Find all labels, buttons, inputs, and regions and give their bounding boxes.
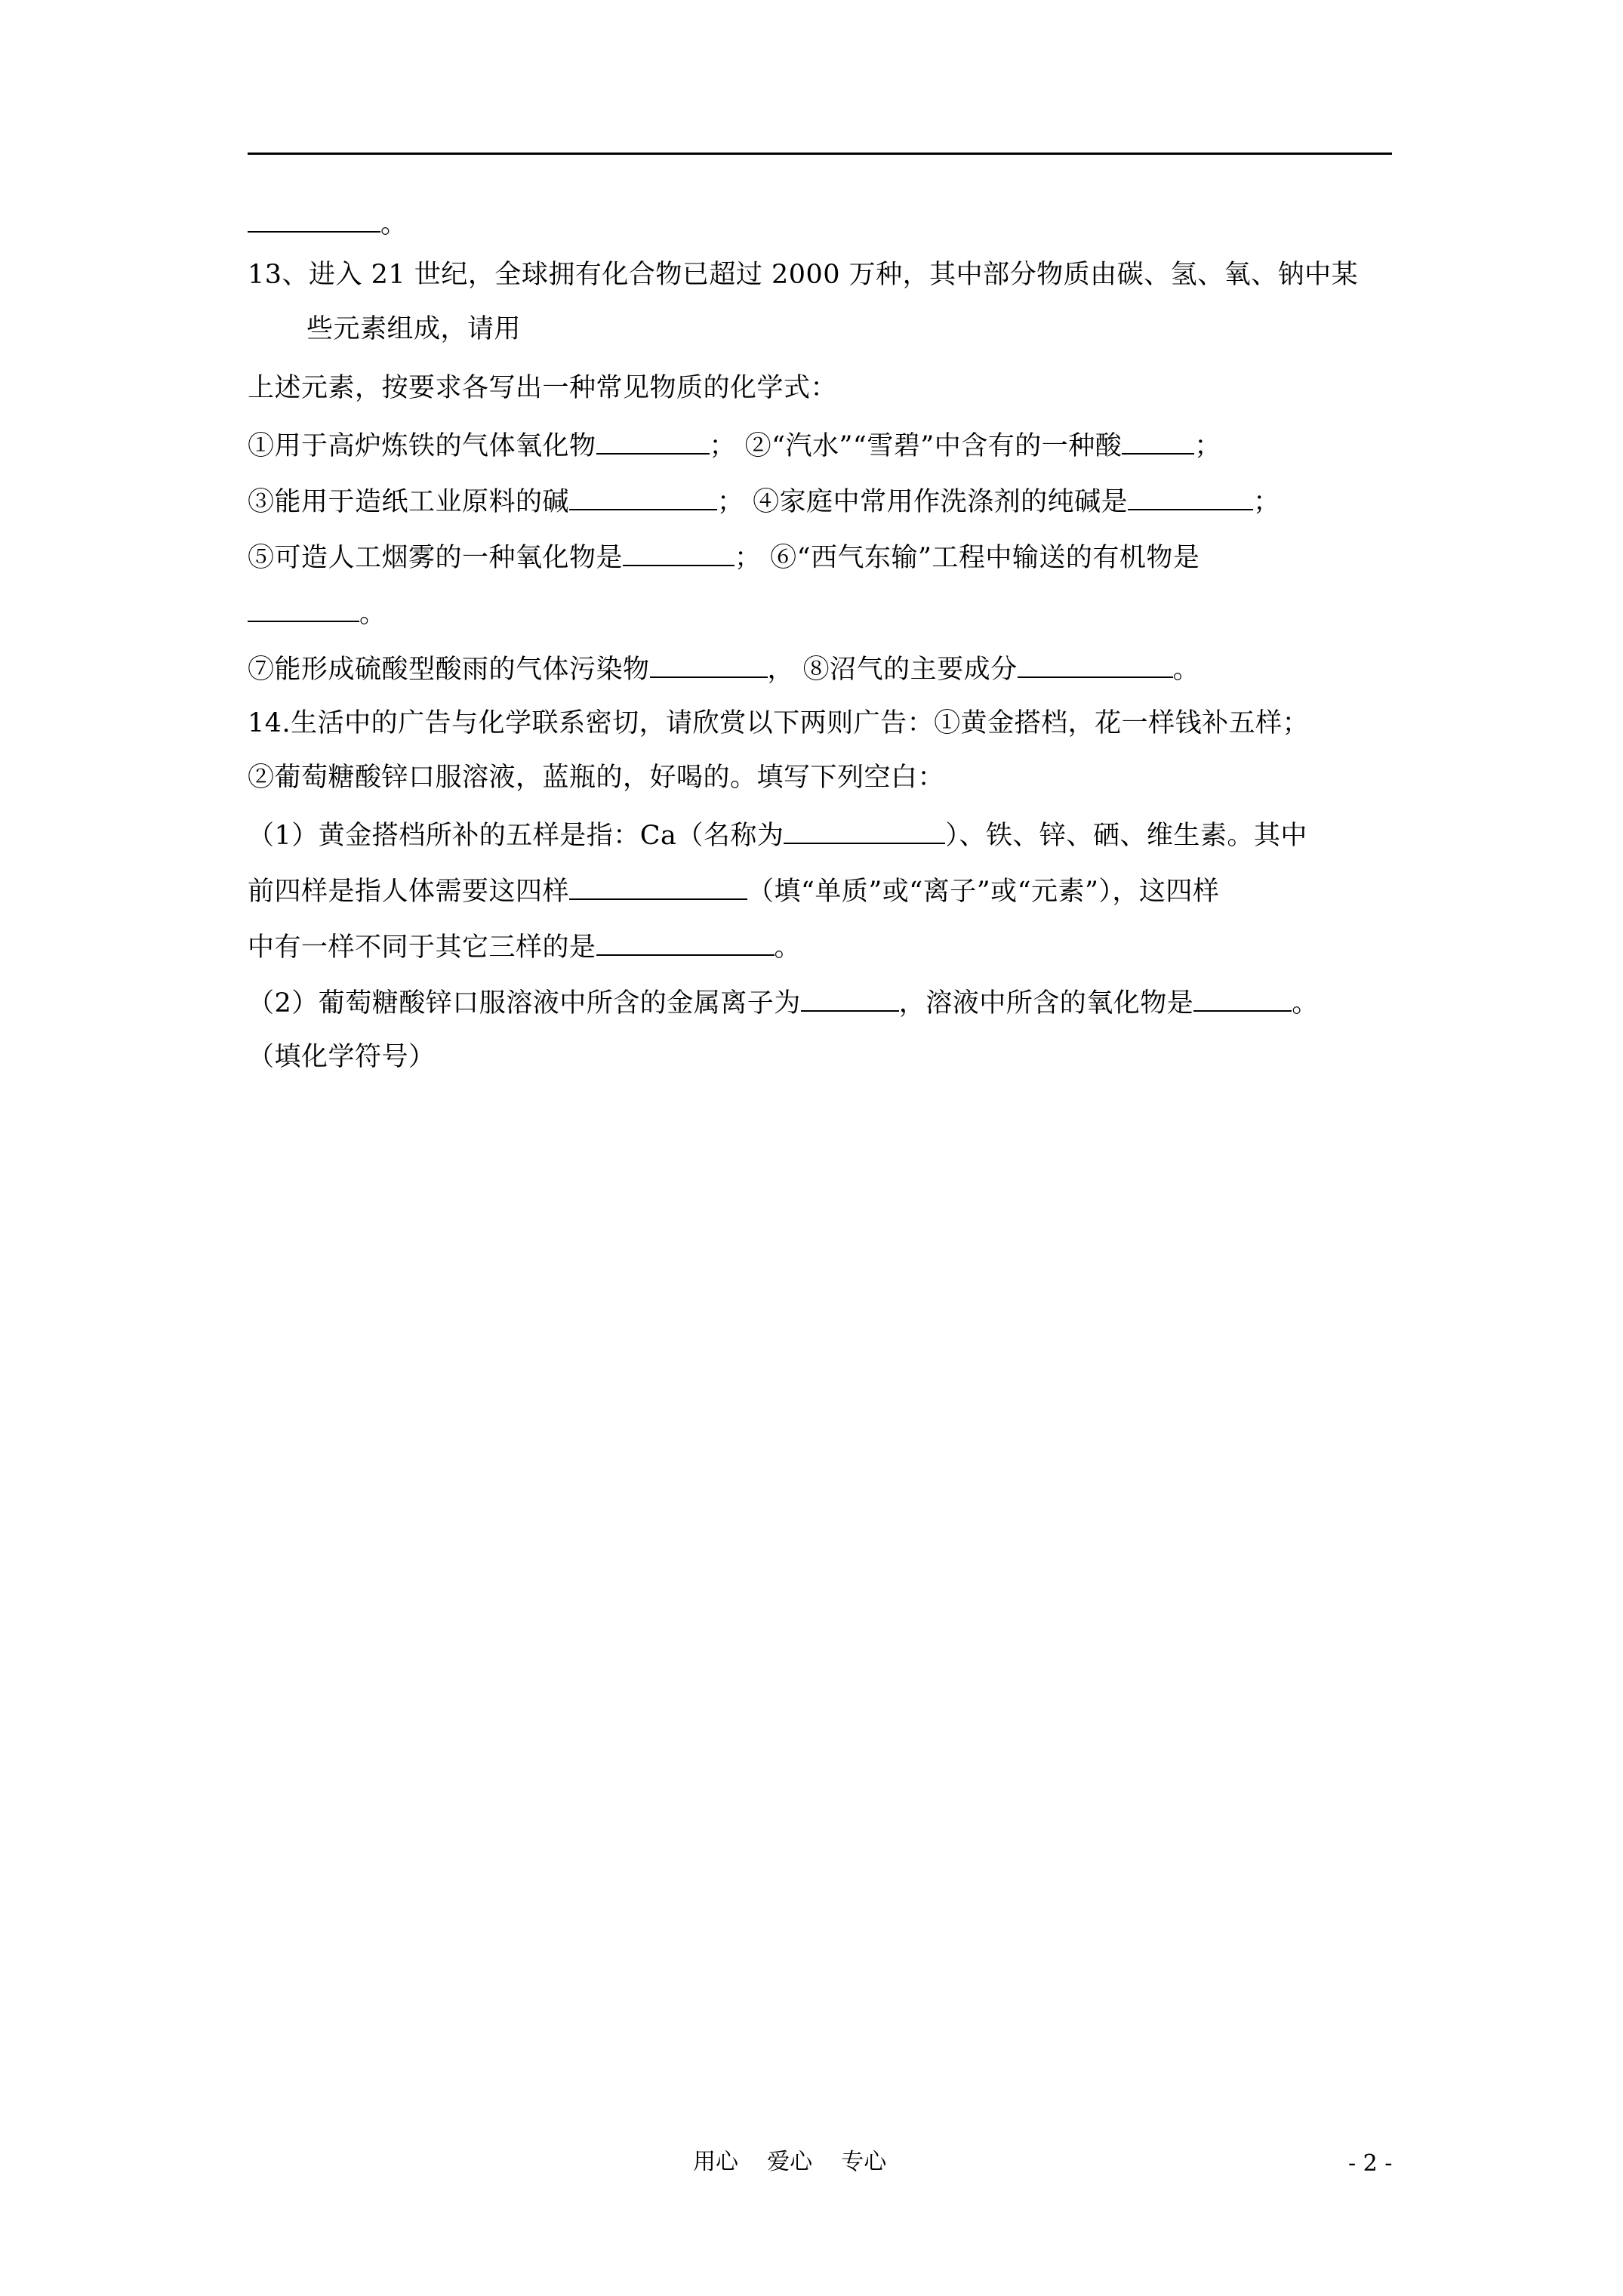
text-line xyxy=(248,483,1280,519)
text-line xyxy=(306,313,521,346)
text-line xyxy=(248,205,408,241)
text-segment: ， ⑧沼气的主要成分 xyxy=(767,655,1018,685)
text-line xyxy=(248,761,944,794)
text-segment: ； ④家庭中常用作洗涤剂的纯碱是 xyxy=(717,487,1129,517)
header-rule xyxy=(248,153,1392,155)
text-segment: 。 xyxy=(359,599,387,629)
text-segment: 。 xyxy=(774,932,802,963)
answer-blank[interactable] xyxy=(1018,651,1173,678)
text-line xyxy=(248,817,1307,852)
footer-slogan: 用心 爱心 专心 xyxy=(693,2149,887,2175)
text-line xyxy=(248,595,387,630)
answer-blank[interactable] xyxy=(569,483,717,510)
answer-blank[interactable] xyxy=(596,929,775,956)
answer-blank[interactable] xyxy=(569,873,747,900)
text-line xyxy=(248,651,1200,686)
text-line xyxy=(248,539,1200,575)
text-segment: 前四样是指人体需要这四样 xyxy=(248,877,570,907)
text-line xyxy=(248,371,837,405)
text-segment: ； ②“汽水”“雪碧”中含有的一种酸 xyxy=(709,431,1123,461)
text-segment: ②葡萄糖酸锌口服溶液，蓝瓶的，好喝的。填写下列空白： xyxy=(248,763,945,793)
text-segment: 14.生活中的广告与化学联系密切，请欣赏以下两则广告：①黄金搭档，花一样钱补五样； xyxy=(248,708,1310,738)
answer-blank[interactable] xyxy=(784,817,945,844)
text-segment: （填化学符号） xyxy=(248,1042,436,1072)
answer-blank[interactable] xyxy=(1122,427,1194,455)
answer-blank[interactable] xyxy=(1128,483,1253,510)
text-segment: （2）葡萄糖酸锌口服溶液中所含的金属离子为 xyxy=(248,988,801,1019)
text-line xyxy=(248,427,1221,463)
text-segment: ； xyxy=(1253,487,1280,517)
text-segment: 些元素组成，请用 xyxy=(306,314,522,344)
text-segment: ，溶液中所含的氧化物是 xyxy=(898,988,1194,1019)
text-segment: 13、进入 21 世纪，全球拥有化合物已超过 2000 万种，其中部分物质由碳、氢、氧、钠中某 xyxy=(248,260,1359,290)
answer-blank[interactable] xyxy=(801,985,899,1012)
page-number: - 2 - xyxy=(1348,2150,1393,2177)
text-segment: （填“单质”或“离子”或“元素”），这四样 xyxy=(747,877,1220,907)
answer-blank[interactable] xyxy=(248,595,359,622)
text-segment: ③能用于造纸工业原料的碱 xyxy=(248,487,570,517)
text-segment: 。 xyxy=(380,209,408,239)
answer-blank[interactable] xyxy=(650,651,768,678)
text-line xyxy=(248,873,1219,908)
text-line xyxy=(248,1040,436,1074)
text-segment: 。 xyxy=(1292,988,1319,1019)
text-segment: ⑦能形成硫酸型酸雨的气体污染物 xyxy=(248,655,650,685)
answer-blank[interactable] xyxy=(248,205,380,233)
answer-blank[interactable] xyxy=(623,539,735,566)
text-segment: ； ⑥“西气东输”工程中输送的有机物是 xyxy=(735,543,1200,573)
text-segment: 。 xyxy=(1172,655,1200,685)
answer-blank[interactable] xyxy=(1193,985,1292,1012)
text-line xyxy=(248,929,801,964)
text-line xyxy=(248,707,1309,740)
text-segment: 中有一样不同于其它三样的是 xyxy=(248,932,596,963)
text-segment: 上述元素，按要求各写出一种常见物质的化学式： xyxy=(248,373,838,403)
text-line xyxy=(248,985,1319,1020)
text-segment: （1）黄金搭档所补的五样是指：Ca（名称为 xyxy=(248,821,784,851)
text-segment: ⑤可造人工烟雾的一种氧化物是 xyxy=(248,543,624,573)
answer-blank[interactable] xyxy=(596,427,710,455)
text-line xyxy=(248,258,1358,291)
text-segment: ①用于高炉炼铁的气体氧化物 xyxy=(248,431,596,461)
text-segment: ）、铁、锌、硒、维生素。其中 xyxy=(945,821,1307,851)
text-segment: ； xyxy=(1194,431,1221,461)
